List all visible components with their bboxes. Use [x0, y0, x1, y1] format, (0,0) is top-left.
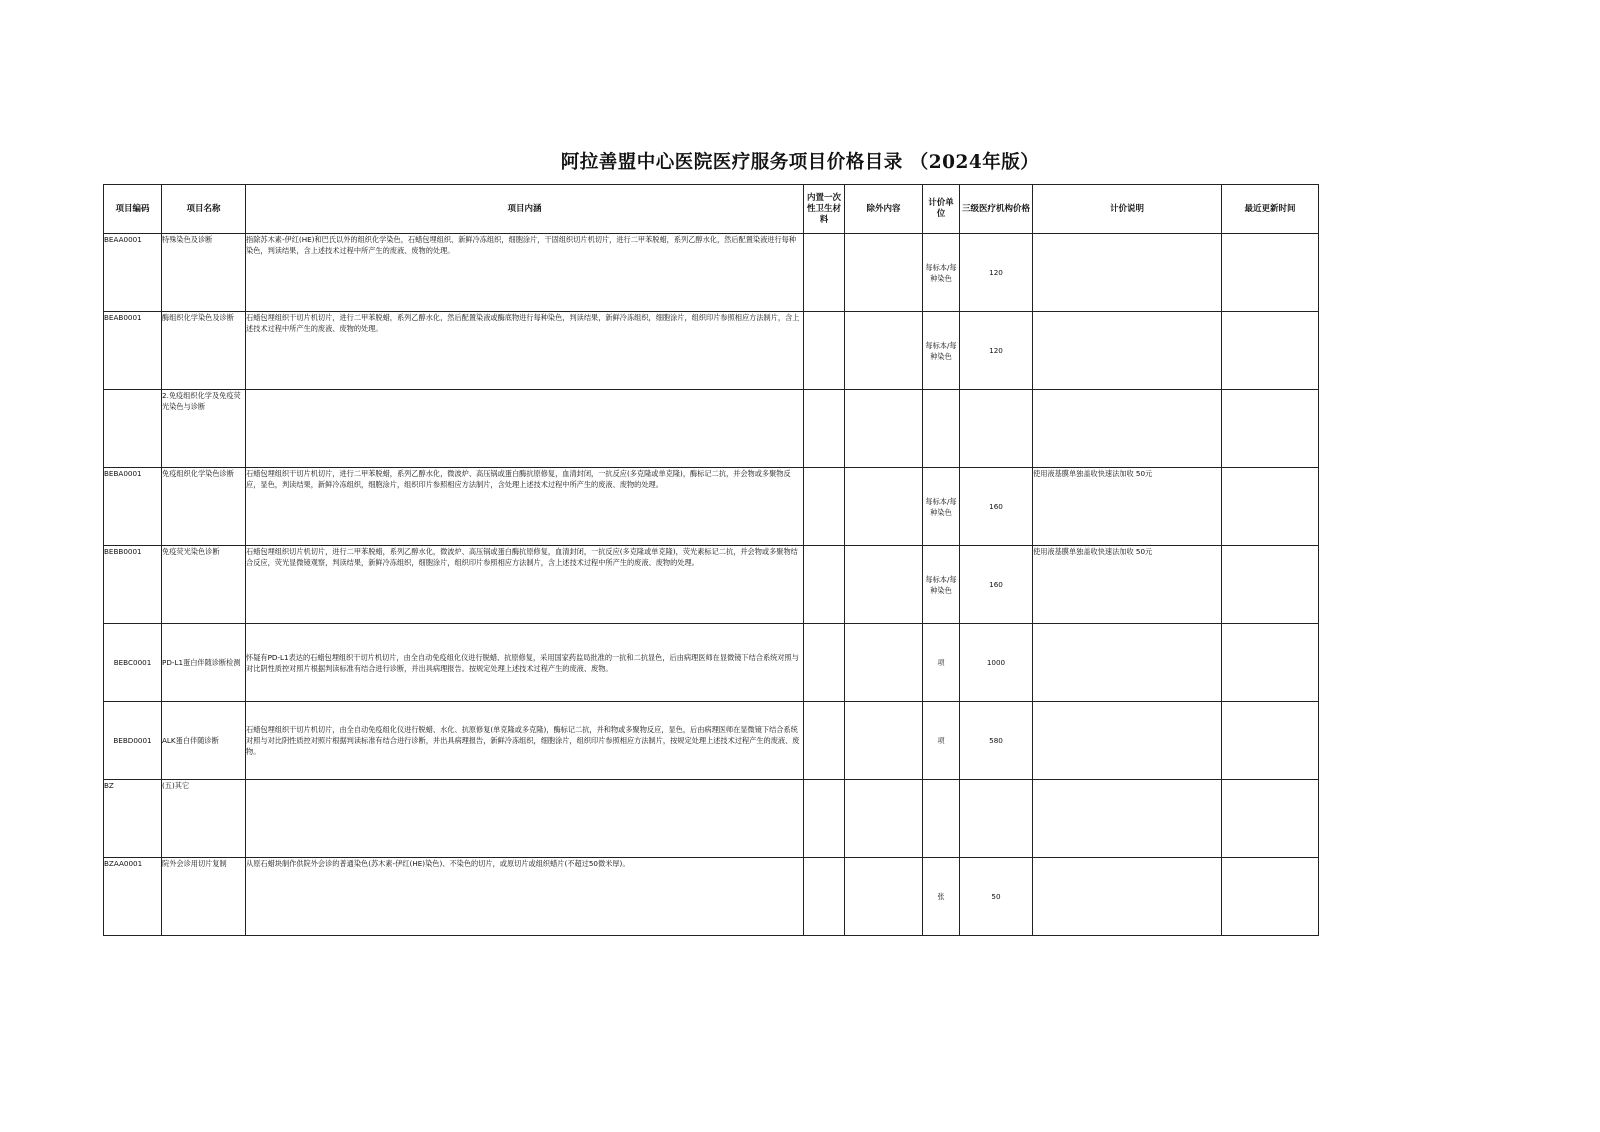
- cell-code: BEBC0001: [104, 624, 162, 702]
- cell-unit: 项: [923, 702, 960, 780]
- cell-pricing-note: [1033, 858, 1222, 936]
- cell-material: [804, 780, 845, 858]
- cell-name: 酶组织化学染色及诊断: [162, 312, 246, 390]
- header-content: 项目内涵: [246, 185, 804, 234]
- table-row: [104, 390, 1319, 468]
- cell-unit: [923, 780, 960, 858]
- cell-content: [246, 390, 804, 468]
- header-updated: 最近更新时间: [1222, 185, 1319, 234]
- cell-material: [804, 234, 845, 312]
- cell-unit: 张: [923, 858, 960, 936]
- cell-code: BEAA0001: [104, 234, 162, 312]
- cell-content: 石蜡包埋组织切片机切片，进行二甲苯脱蜡，系列乙醇水化，微波炉、高压锅或蛋白酶抗原修复，血清封闭，一抗反应(多克隆或单克隆)，荧光素标记二抗，并会物或多聚物结合反应，荧光显微镜观察，判读结果，新鲜冷冻组织，细胞涂片，组织印片参照相应方法制片，含上述技术过程中所产生的废液、废物的处理。: [246, 546, 804, 624]
- cell-name: 2.免疫组织化学及免疫荧光染色与诊断: [162, 390, 246, 468]
- cell-price: [960, 780, 1033, 858]
- cell-exclusions: [845, 390, 923, 468]
- cell-updated: [1222, 390, 1319, 468]
- header-name: 项目名称: [162, 185, 246, 234]
- cell-exclusions: [845, 546, 923, 624]
- cell-material: [804, 468, 845, 546]
- cell-material: [804, 546, 845, 624]
- table-row: [104, 702, 1319, 780]
- cell-name: PD-L1蛋白伴随诊断检测: [162, 624, 246, 702]
- cell-unit: [923, 390, 960, 468]
- cell-content: 怀疑有PD-L1表达的石蜡包埋组织干切片机切片，由全自动免疫组化仪进行脱蜡、抗原修复，采用国家药监局批准的一抗和二抗显色，后由病理医师在显微镜下结合系统对照与对比阴性质控对照片根据判读标准有结合进行诊断，并出具病理报告。按规定处理上述技术过程产生的废液、废物。: [246, 624, 804, 702]
- cell-material: [804, 312, 845, 390]
- cell-price: 1000: [960, 624, 1033, 702]
- cell-price: 120: [960, 234, 1033, 312]
- cell-exclusions: [845, 624, 923, 702]
- table-row: [104, 780, 1319, 858]
- cell-updated: [1222, 468, 1319, 546]
- cell-pricing-note: 使用液基膜单独盖收快速法加收 50元: [1033, 468, 1222, 546]
- cell-pricing-note: [1033, 234, 1222, 312]
- cell-pricing-note: [1033, 312, 1222, 390]
- cell-content: 指除苏木素-伊红(HE)和巴氏以外的组织化学染色，石蜡包埋组织、新鲜冷冻组织，细胞涂片，干固组织切片机切片，进行二甲苯脱蜡，系列乙醇水化，然后配置染液进行每种染色，判读结果，含上述技术过程中所产生的废液、废物的处理。: [246, 234, 804, 312]
- cell-code: [104, 390, 162, 468]
- cell-updated: [1222, 546, 1319, 624]
- cell-exclusions: [845, 702, 923, 780]
- cell-material: [804, 624, 845, 702]
- cell-content: [246, 780, 804, 858]
- cell-price: 160: [960, 546, 1033, 624]
- header-material: 内置一次性卫生材料: [804, 185, 845, 234]
- cell-pricing-note: 使用液基膜单独盖收快速法加收 50元: [1033, 546, 1222, 624]
- table-row: [104, 858, 1319, 936]
- header-exclusions: 除外内容: [845, 185, 923, 234]
- cell-name: 免疫荧光染色诊断: [162, 546, 246, 624]
- cell-code: BEBD0001: [104, 702, 162, 780]
- cell-pricing-note: [1033, 702, 1222, 780]
- table-row: [104, 468, 1319, 546]
- cell-updated: [1222, 780, 1319, 858]
- header-unit: 计价单位: [923, 185, 960, 234]
- cell-content: 石蜡包埋组织干切片机切片，由全自动免疫组化仪进行脱蜡、水化、抗原修复(单克隆或多克隆)，酶标记二抗，并和物或多聚物反应，显色，后由病理医师在显微镜下结合系统对照与对比阴性质控对照片根据判读标准有结合进行诊断，并出具病理报告，新鲜冷冻组织，细胞涂片，组织印片参照相应方法制片，按规定处理上述技术过程产生的废液、废物。: [246, 702, 804, 780]
- cell-updated: [1222, 858, 1319, 936]
- cell-content: 石蜡包埋组织干切片机切片，进行二甲苯脱蜡，系列乙醇水化，微波炉、高压锅或蛋白酶抗原修复，血清封闭，一抗反应(多克隆或单克隆)，酶标记二抗，并会物或多聚物反应，显色，判读结果，新鲜冷冻组织，细胞涂片，组织印片参照相应方法制片，含处理上述技术过程中所产生的废液、废物的处理。: [246, 468, 804, 546]
- cell-price: 580: [960, 702, 1033, 780]
- cell-code: BZ: [104, 780, 162, 858]
- cell-price: 120: [960, 312, 1033, 390]
- cell-pricing-note: [1033, 780, 1222, 858]
- cell-updated: [1222, 624, 1319, 702]
- cell-code: BZAA0001: [104, 858, 162, 936]
- cell-unit: 每标本/每种染色: [923, 234, 960, 312]
- page-title: 阿拉善盟中心医院医疗服务项目价格目录 （2024年版）: [560, 152, 1040, 173]
- cell-name: ALK蛋白伴随诊断: [162, 702, 246, 780]
- cell-price: 50: [960, 858, 1033, 936]
- table-row: [104, 312, 1319, 390]
- cell-code: BEBB0001: [104, 546, 162, 624]
- table-row: [104, 624, 1319, 702]
- cell-updated: [1222, 312, 1319, 390]
- price-catalog-table: [103, 184, 1319, 936]
- table-header: [104, 185, 1319, 234]
- cell-updated: [1222, 702, 1319, 780]
- cell-name: (五)其它: [162, 780, 246, 858]
- cell-exclusions: [845, 312, 923, 390]
- header-pricing-note: 计价说明: [1033, 185, 1222, 234]
- cell-exclusions: [845, 468, 923, 546]
- table-row: [104, 234, 1319, 312]
- cell-name: 特殊染色及诊断: [162, 234, 246, 312]
- cell-code: BEAB0001: [104, 312, 162, 390]
- cell-unit: 每标本/每种染色: [923, 546, 960, 624]
- cell-unit: 项: [923, 624, 960, 702]
- cell-content: 石蜡包埋组织干切片机切片，进行二甲苯脱蜡，系列乙醇水化，然后配置染液或酶底物进行每种染色，判读结果，新鲜冷冻组织，细胞涂片，组织印片参照相应方法制片，含上述技术过程中所产生的废液、废物的处理。: [246, 312, 804, 390]
- cell-material: [804, 702, 845, 780]
- cell-unit: 每标本/每种染色: [923, 312, 960, 390]
- cell-updated: [1222, 234, 1319, 312]
- cell-content: 从原石蜡块制作供院外会诊的普通染色(苏木素-伊红(HE)染色)、不染色的切片，或原切片或组织蜡片(不超过50微米厚)。: [246, 858, 804, 936]
- cell-exclusions: [845, 858, 923, 936]
- cell-name: 免疫组织化学染色诊断: [162, 468, 246, 546]
- cell-material: [804, 390, 845, 468]
- cell-exclusions: [845, 234, 923, 312]
- header-price: 三级医疗机构价格: [960, 185, 1033, 234]
- cell-unit: 每标本/每种染色: [923, 468, 960, 546]
- cell-name: 院外会诊用切片复制: [162, 858, 246, 936]
- cell-price: 160: [960, 468, 1033, 546]
- cell-exclusions: [845, 780, 923, 858]
- cell-price: [960, 390, 1033, 468]
- header-code: 项目编码: [104, 185, 162, 234]
- cell-code: BEBA0001: [104, 468, 162, 546]
- cell-pricing-note: [1033, 624, 1222, 702]
- cell-pricing-note: [1033, 390, 1222, 468]
- table-row: [104, 546, 1319, 624]
- cell-material: [804, 858, 845, 936]
